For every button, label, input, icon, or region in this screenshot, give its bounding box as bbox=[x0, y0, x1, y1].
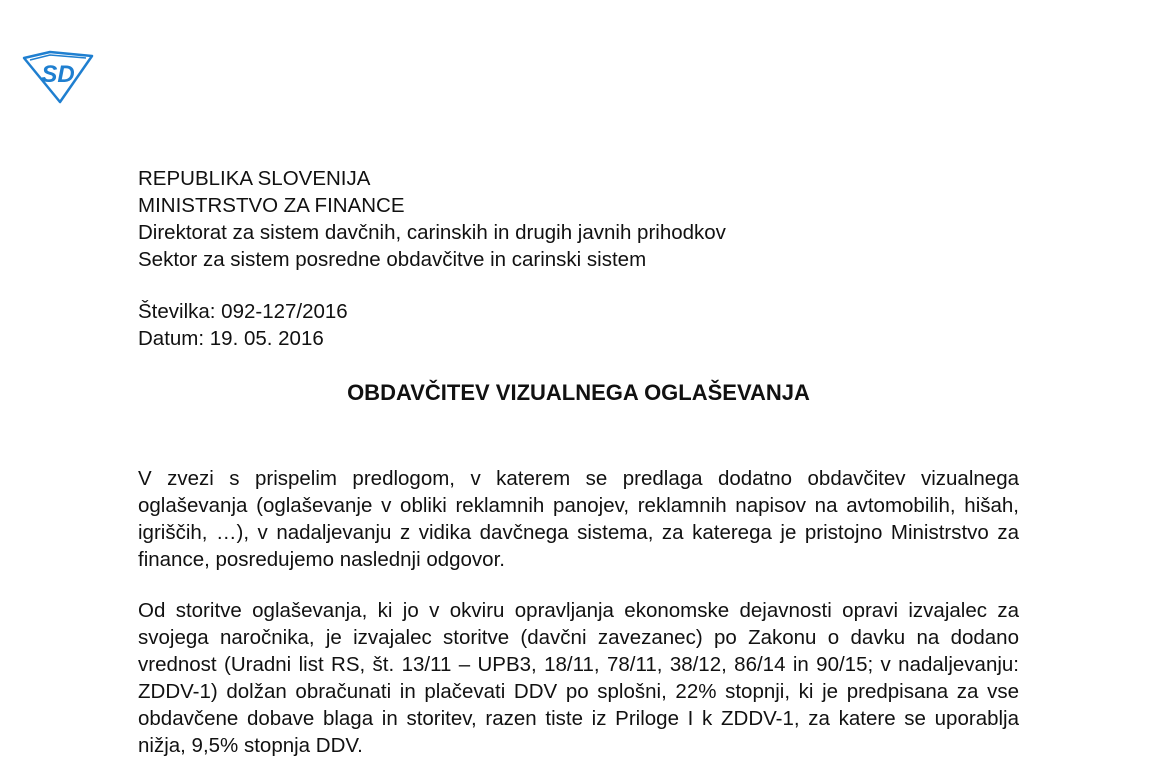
header-line-directorate: Direktorat za sistem davčnih, carinskih in drugih javnih prihodkov bbox=[138, 221, 726, 244]
header-line-sector: Sektor za sistem posredne obdavčitve in carinski sistem bbox=[138, 248, 647, 271]
header-line-ministry: MINISTRSTVO ZA FINANCE bbox=[138, 194, 405, 217]
body-paragraph-2: Od storitve oglaševanja, ki jo v okviru opravljanja ekonomske dejavnosti opravi izvajalec za svojega naročnika, je izvajalec storitve (davčni zavezanec) po Zakonu o davku na dodano vrednost (Uradni list RS, št. 13/11 – UPB3, 18/11, 78/11, 38/12, 86/14 in 90/15; v nadaljevanju: ZDDV-1) dolžan obračunati in plačevati DDV po splošni, 22% stopnji, ki je predpisana za vse obdavčene dobave blaga in storitev, razen tiste iz Priloge I k ZDDV-1, za katere se uporablja nižja, 9,5% stopnja DDV. bbox=[138, 599, 1019, 757]
body-paragraph-1: V zvezi s prispelim predlogom, v katerem se predlaga dodatno obdavčitev vizualnega oglaševanja (oglaševanje v obliki reklamnih panojev, reklamnih napisov na avtomobilih, hišah, igriščih, …), v nadaljevanju z vidika davčnega sistema, za katerega je pristojno Ministrstvo za finance, posredujemo naslednji odgovor. bbox=[138, 467, 1019, 571]
logo-text: SD bbox=[41, 61, 75, 88]
ministry-header bbox=[138, 165, 726, 273]
header-line-republic: REPUBLIKA SLOVENIJA bbox=[138, 167, 371, 190]
document-number: Številka: 092-127/2016 bbox=[138, 300, 348, 323]
document-date: Datum: 19. 05. 2016 bbox=[138, 327, 324, 350]
document-meta bbox=[138, 298, 348, 352]
sd-shield-logo-icon bbox=[20, 46, 98, 104]
document-title: OBDAVČITEV VIZUALNEGA OGLAŠEVANJA bbox=[347, 380, 810, 405]
